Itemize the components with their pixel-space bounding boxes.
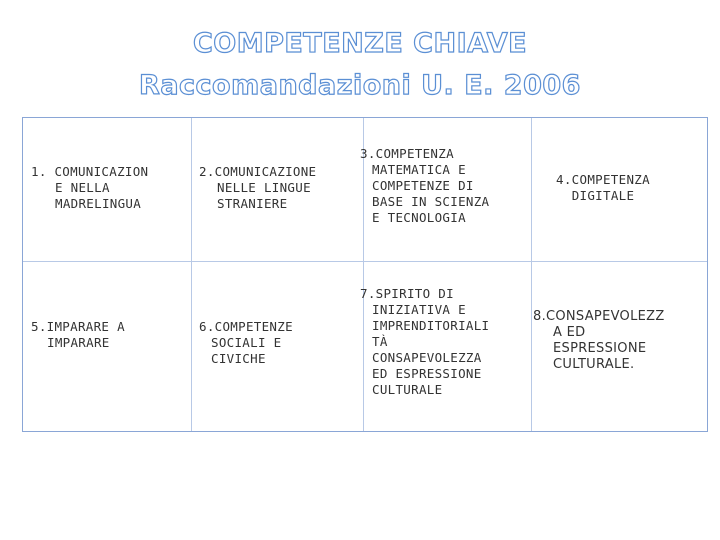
- cell-3-line: MATEMATICA E: [372, 162, 466, 177]
- cell-7-line: ED ESPRESSIONE: [372, 366, 482, 381]
- competence-cell-5: [31, 319, 156, 351]
- cell-1-line: MADRELINGUA: [55, 196, 142, 211]
- cell-6-line: CIVICHE: [211, 351, 266, 366]
- cell-2-line: 2.COMUNICAZIONE: [199, 164, 317, 179]
- cell-4-line: DIGITALE: [571, 188, 635, 203]
- column-divider: [191, 118, 192, 431]
- cell-7-line: IMPRENDITORIALI: [372, 318, 490, 333]
- cell-7-line: 7.SPIRITO DI: [360, 286, 454, 301]
- competence-cell-3: [360, 146, 512, 226]
- column-divider: [531, 118, 532, 431]
- competence-cell-7: [360, 286, 512, 398]
- cell-4-line: 4.COMPETENZA: [556, 172, 650, 187]
- competence-cell-1: [31, 164, 179, 212]
- page-subtitle: Raccomandazioni U. E. 2006: [139, 70, 581, 101]
- cell-3-line: BASE IN SCIENZA: [372, 194, 490, 209]
- cell-6-line: SOCIALI E: [211, 335, 282, 350]
- cell-2-line: NELLE LINGUE: [217, 180, 311, 195]
- cell-3-line: COMPETENZE DI: [372, 178, 474, 193]
- cell-8-line: ESPRESSIONE: [553, 341, 647, 356]
- cell-7-line: CONSAPEVOLEZZA: [372, 350, 482, 365]
- cell-8-line: A ED: [553, 325, 586, 340]
- competence-cell-2: [199, 164, 349, 212]
- cell-3-line: E TECNOLOGIA: [372, 210, 466, 225]
- cell-8-line: 8.CONSAPEVOLEZZ: [533, 309, 665, 324]
- row-divider: [23, 261, 707, 262]
- cell-1-line: 1. COMUNICAZION: [31, 164, 149, 179]
- cell-6-line: 6.COMPETENZE: [199, 319, 293, 334]
- page-title: COMPETENZE CHIAVE: [192, 28, 528, 59]
- cell-5-line: IMPARARE: [47, 335, 110, 350]
- cell-2-line: STRANIERE: [217, 196, 288, 211]
- cell-8-line: CULTURALE.: [553, 357, 635, 372]
- cell-7-line: INIZIATIVA E: [372, 302, 466, 317]
- competence-cell-6: [199, 319, 349, 367]
- cell-7-line: CULTURALE: [372, 382, 443, 397]
- cell-1-line: E NELLA: [55, 180, 110, 195]
- cell-7-line: TÀ: [372, 334, 388, 349]
- competences-table: [22, 117, 708, 432]
- competence-cell-4: [533, 172, 673, 204]
- competence-cell-8: [533, 309, 693, 373]
- cell-3-line: 3.COMPETENZA: [360, 146, 454, 161]
- cell-5-line: 5.IMPARARE A: [31, 319, 125, 334]
